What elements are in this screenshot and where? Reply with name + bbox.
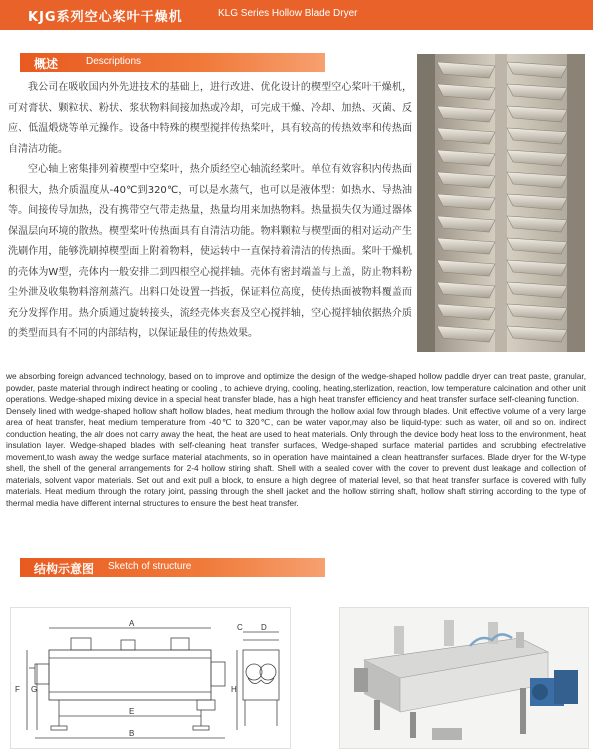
- structure-section-header: [20, 558, 325, 577]
- page-title-cn: KJG系列空心桨叶干燥机: [28, 10, 183, 25]
- description-cn-paragraph: 我公司在吸收国内外先进技术的基础上，进行改进、优化设计的楔型空心桨叶干燥机，可对膏状、颗粒状、粉状、浆状物料间接加热或冷却，可完成干燥、冷却、加热、灭菌、反应、低温煅烧等单元操作。设备中特殊的楔型搅拌传热桨叶，具有较高的传热效率和传热面自清洁功能。: [8, 82, 412, 155]
- description-en-paragraph: Densely lined with wedge-shaped hollow shaft hollow blades, heat medium through the hollow axial fow through blades. Unit effective volume of a very large area of heat transfer, heat medium temperature from -40℃ to 320℃, can be water vapor,may also be liquid-type: such as water, oil and so on. indirect conduction heating, the alr does not carry away the heat, the heat are used to heat materials. Only through the device body heat loss to the environment, heat insulation layer. Wedge-shaped blades with self-cleaning heat transfer surfaces, Wedge-shaped surface material partides and scrubbing efectrelative movement,to wash away the wedge surface material atachments, so in operation have maintained a clean heattransfer surfaces. Blade dryer for the W-type shell, the shell of the general arrangements for 2-4 hollow stiring shaft. Shell with a sealed cover with the cover to prevent dust leakage and collection of materials, solvent vapor materials. Set out and exit pull a block, to ensure a high degree of material level, so that heat transfer surface is covered with fully materials. Heat medium through the rotary joint, passing through the shell jacket and the hollow stirring shaft, hollow shaft stirring according to the type of thermal media have different internal structures to ensure the best heat transfer.: [6, 405, 586, 508]
- hollow-blade-dryer-illustration: [340, 608, 588, 748]
- dimension-label: C: [237, 623, 243, 632]
- dimension-label: G: [31, 685, 38, 694]
- section-title-en: Descriptions: [86, 56, 142, 67]
- dryer-interior-photo: [417, 54, 585, 352]
- dimension-label: A: [129, 619, 135, 628]
- section-title-cn: 概述: [34, 57, 59, 71]
- description-en-paragraph: we absorbing foreign advanced technology, based on to improve and optimize the design of the wedge-shaped hollow paddle dryer can treat paste, granular, powder, paste material through indirect heating or cooling , to achieve drying, cooling, heating,sterlization, reaction, low temperature calcination and other unit operations. Wedge-shaped mixing device in a special heat transfer blade, has a high heat transfer efficiency and heat transfer surface self-cleaning function.: [6, 371, 586, 404]
- dryer-machine-photo: [339, 607, 589, 749]
- page-title-en: KLG Series Hollow Blade Dryer: [218, 8, 358, 19]
- section-title-cn: 结构示意图: [34, 562, 95, 576]
- description-cn-paragraph: 空心轴上密集排列着楔型中空桨叶，热介质经空心轴流经桨叶。单位有效容积内传热面积很大，热介质温度从-40℃到320℃，可以是水蒸气，也可以是液体型：如热水、导热油等。间接传导加热，没有携带空气带走热量，热量均用来加热物料。热量损失仅为通过器体保温层向环境的散热。楔型桨叶传热面具有自清洁功能。物料颗粒与楔型面的相对运动产生洗刷作用，能够洗刷掉楔型面上附着物料，使运转中一直保持着清洁的传热面。桨叶干燥机的壳体为W型，壳体内一般安排二到四根空心搅拌轴。壳体有密封端盖与上盖，防止物料粉尘外泄及收集物料溶剂蒸汽。出料口处设置一挡扳，保证料位高度，使传热面被物料覆盖而充分发挥作用。热介质通过旋转接头，流经壳体夹套及空心搅拌轴，空心搅拌轴依据热介质的类型而具有不同的内部结构，以保证最佳的传热效果。: [8, 164, 412, 339]
- dimension-label: E: [129, 707, 135, 716]
- dimension-label: F: [15, 685, 20, 694]
- dimension-label: B: [129, 729, 135, 738]
- dimension-label: H: [231, 685, 237, 694]
- dimension-label: D: [261, 623, 267, 632]
- descriptions-section-header: [20, 53, 325, 72]
- paddle-shaft-illustration: [417, 54, 585, 352]
- section-title-en: Sketch of structure: [108, 561, 192, 572]
- title-banner: [0, 0, 593, 30]
- description-cn: [8, 78, 412, 345]
- structure-drawing: [10, 607, 291, 749]
- description-en: [6, 371, 586, 509]
